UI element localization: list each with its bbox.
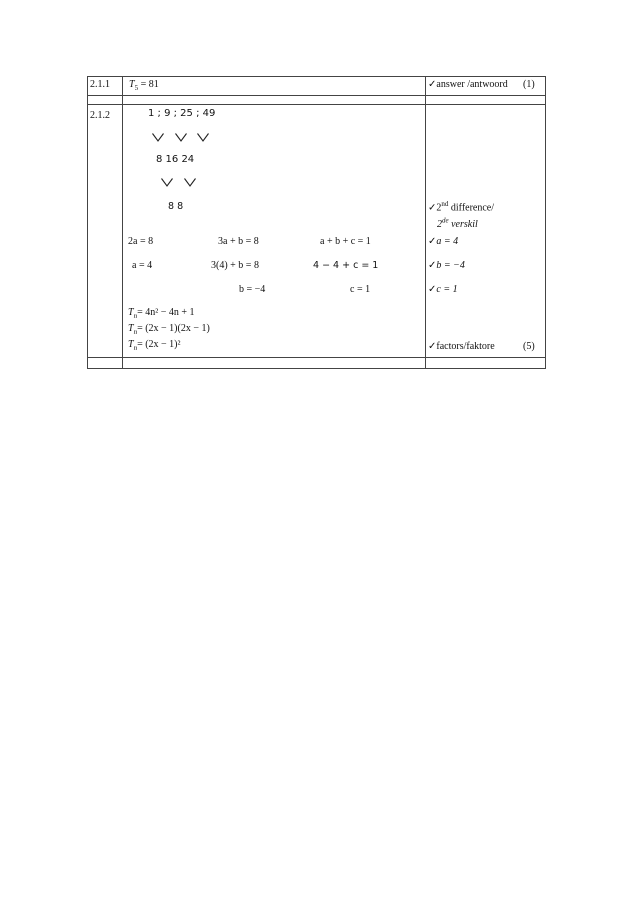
question-number-2-1-1: 2.1.1	[90, 79, 110, 90]
mark-c: ✓c = 1	[428, 284, 458, 295]
chevron-down-icon	[197, 133, 209, 142]
equation-c-value: c = 1	[350, 284, 371, 295]
check-icon: ✓	[428, 341, 437, 352]
mark-b: ✓b = −4	[428, 260, 465, 271]
sequence-terms: 1 ; 9 ; 25 ; 49	[148, 108, 216, 119]
answer-2-1-1: $T_5 = 81$	[129, 79, 159, 92]
mark-a: ✓a = 4	[428, 236, 459, 247]
chevron-down-icon	[175, 133, 187, 142]
mark-answer-2-1-1: ✓answer /antwoord	[428, 79, 508, 90]
chevron-down-icon	[184, 178, 196, 187]
equation-a-value: a = 4	[132, 260, 153, 271]
formula-factored: $T_n= (2x - 1)(2x - 1)$	[128, 323, 210, 336]
check-icon: ✓	[428, 202, 437, 214]
check-icon: ✓	[428, 79, 437, 90]
equation-b-value: b = −4	[239, 284, 266, 295]
mark-factors: ✓factors/faktore	[428, 341, 495, 352]
mark-count-2-1-2: (5)	[523, 341, 535, 352]
second-differences: 8 8	[168, 201, 184, 212]
equation-substitute-a: 3(4) + b = 8	[211, 260, 259, 271]
chevron-down-icon	[161, 178, 173, 187]
equation-substitute-ab: 4 − 4 + c = 1	[313, 260, 379, 271]
first-differences: 8 16 24	[156, 154, 195, 165]
equation-3a-b: 3a + b = 8	[218, 236, 259, 247]
question-number-2-1-2: 2.1.2	[90, 110, 110, 121]
mark-count-2-1-1: (1)	[523, 79, 535, 90]
equation-a-b-c: a + b + c = 1	[320, 236, 371, 247]
check-icon: ✓	[428, 236, 437, 247]
chevron-down-icon	[152, 133, 164, 142]
check-icon: ✓	[428, 260, 437, 271]
check-icon: ✓	[428, 284, 437, 295]
formula-squared: $T_n= (2x - 1)^2$	[128, 339, 181, 352]
equation-2a: 2a = 8	[128, 236, 154, 247]
mark-second-difference: ✓2nd difference/ 2de verskil	[428, 200, 495, 230]
formula-general-term: $T_n= 4n^2 - 4n + 1$	[128, 307, 195, 320]
